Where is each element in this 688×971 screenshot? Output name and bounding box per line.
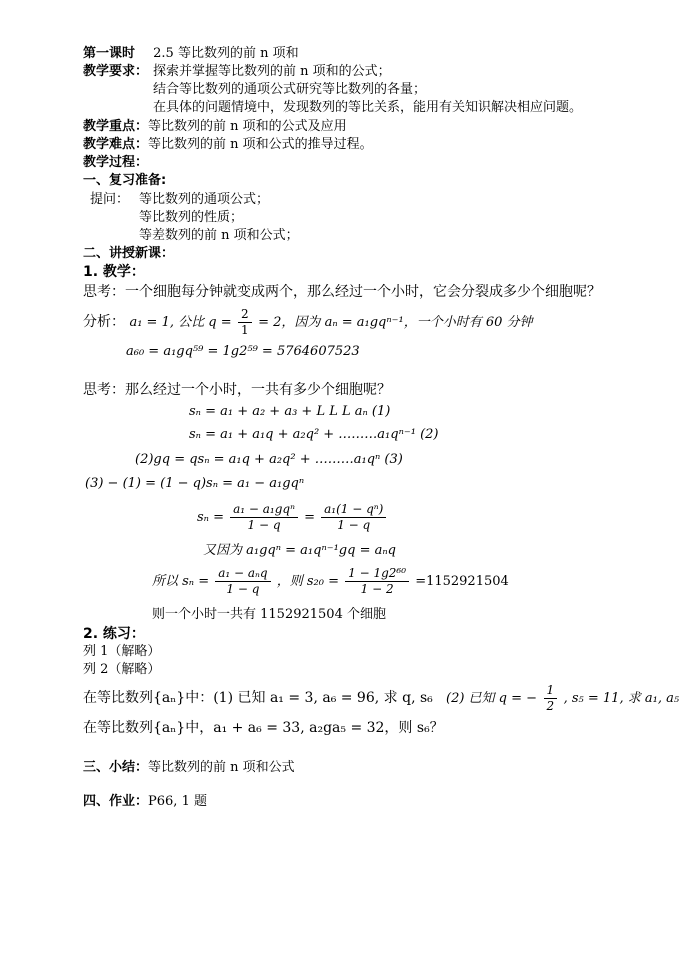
summary-heading: 三、小结： — [83, 760, 149, 775]
equation-6: 又因为 a₁gqⁿ = a₁qⁿ⁻¹gq = aₙq — [203, 543, 396, 558]
eq7-fraction-1 — [215, 566, 270, 597]
analysis-line — [83, 305, 533, 339]
fraction-denominator: 1 − q — [337, 518, 371, 532]
analysis-expr-b: = 2，因为 aₙ = a₁gqⁿ⁻¹，一个小时有 60 分钟 — [258, 315, 533, 330]
eq7-result: =1152921504 — [415, 574, 509, 589]
fraction-numerator: 1 — [544, 683, 558, 699]
analysis-label: 分析： — [83, 314, 125, 330]
eq7-part-a: 所以 sₙ = — [152, 574, 210, 589]
exercise-1b — [446, 681, 679, 715]
difficulty-label: 教学难点： — [83, 137, 149, 152]
fraction-numerator: 1 − 1g2⁶⁰ — [345, 566, 409, 582]
difficulty-text: 等比数列的前 n 项和公式的推导过程。 — [148, 137, 373, 152]
eq5-fraction-1 — [230, 502, 298, 533]
requirements-label: 教学要求： — [83, 64, 149, 79]
lesson-title: 2.5 等比数列的前 n 项和 — [153, 46, 299, 61]
equation-4: (3) − (1) = (1 − q)sₙ = a₁ − a₁gqⁿ — [85, 476, 305, 491]
homework — [83, 794, 207, 810]
key-point-label: 教学重点： — [83, 119, 149, 134]
fraction-numerator: a₁ − aₙq — [215, 566, 270, 582]
exercise-1b-fraction — [544, 683, 558, 714]
eq7-fraction-2 — [345, 566, 409, 597]
example-2: 列 2（解略） — [83, 662, 161, 677]
fraction-denominator: 1 − 2 — [360, 582, 394, 596]
example-1: 列 1（解略） — [83, 644, 161, 659]
section1-heading: 一、复习准备: — [83, 173, 167, 188]
analysis-expr-a: a₁ = 1, 公比 q = — [129, 315, 232, 330]
practice-heading: 2. 练习： — [83, 626, 145, 642]
section2-heading: 二、讲授新课： — [83, 246, 175, 261]
fraction-numerator: 2 — [238, 307, 252, 323]
fraction-numerator: a₁ − a₁gqⁿ — [230, 502, 298, 518]
equation-7 — [152, 564, 509, 600]
homework-heading: 四、作业： — [83, 794, 149, 809]
eq5-left: sₙ = — [197, 510, 224, 525]
key-point-text: 等比数列的前 n 项和的公式及应用 — [148, 119, 347, 134]
fraction-numerator: a₁(1 − qⁿ) — [321, 502, 386, 518]
key-point — [83, 119, 347, 135]
exercise-1b-part-b: , s₅ = 11, 求 a₁, a₅ — [563, 691, 680, 706]
eq5-fraction-2 — [321, 502, 386, 533]
equation-5 — [197, 500, 388, 536]
equation-2: sₙ = a₁ + a₁q + a₂q² + ………a₁qⁿ⁻¹ (2) — [189, 427, 439, 442]
a60-equation: a₆₀ = a₁gq⁵⁹ = 1g2⁵⁹ = 5764607523 — [126, 344, 360, 359]
subsection-teaching: 1. 教学： — [83, 264, 145, 280]
exercise-2: 在等比数列{aₙ}中，a₁ + a₆ = 33, a₂ga₅ = 32，则 s₆？ — [83, 720, 444, 736]
review-item: 等差数列的前 n 项和公式； — [139, 228, 299, 243]
equation-3: (2)gq = qsₙ = a₁q + a₂q² + ………a₁qⁿ (3) — [135, 452, 403, 467]
fraction-denominator: 2 — [546, 698, 555, 713]
lesson-header — [83, 46, 299, 62]
equation-1: sₙ = a₁ + a₂ + a₃ + L L L aₙ (1) — [189, 404, 391, 419]
requirement-item: 在具体的问题情境中，发现数列的等比关系，能用有关知识解决相应问题。 — [153, 100, 583, 115]
difficulty — [83, 137, 373, 153]
requirement-item: 结合等比数列的通项公式研究等比数列的各量； — [153, 82, 427, 97]
derivation-conclusion: 则一个小时一共有 1152921504 个细胞 — [152, 607, 386, 622]
think-question-1: 思考：一个细胞每分钟就变成两个，那么经过一个小时，它会分裂成多少个细胞呢？ — [83, 284, 601, 300]
ask-label: 提问： — [90, 192, 130, 207]
ratio-fraction — [238, 307, 252, 338]
exercise-1b-part-a: (2) 已知 q = − — [446, 691, 538, 706]
review-item: 等比数列的性质； — [139, 210, 244, 225]
requirement-item: 探索并掌握等比数列的前 n 项和的公式； — [153, 64, 391, 79]
lesson-label: 第一课时 — [83, 46, 136, 61]
think-question-2: 思考：那么经过一个小时，一共有多少个细胞呢？ — [83, 382, 391, 398]
process-label: 教学过程： — [83, 155, 149, 170]
fraction-denominator: 1 — [241, 322, 249, 337]
eq7-part-b: ，则 s₂₀ = — [276, 574, 340, 589]
summary-text: 等比数列的前 n 项和公式 — [148, 760, 295, 775]
fraction-denominator: 1 − q — [247, 518, 281, 532]
eq5-equals: = — [304, 510, 315, 525]
exercise-1a: 在等比数列{aₙ}中：(1) 已知 a₁ = 3, a₆ = 96, 求 q, s₆ — [83, 690, 433, 706]
review-item: 等比数列的通项公式； — [139, 192, 270, 207]
fraction-denominator: 1 − q — [226, 582, 260, 596]
summary — [83, 760, 295, 776]
homework-text: P66, 1 题 — [148, 794, 207, 809]
